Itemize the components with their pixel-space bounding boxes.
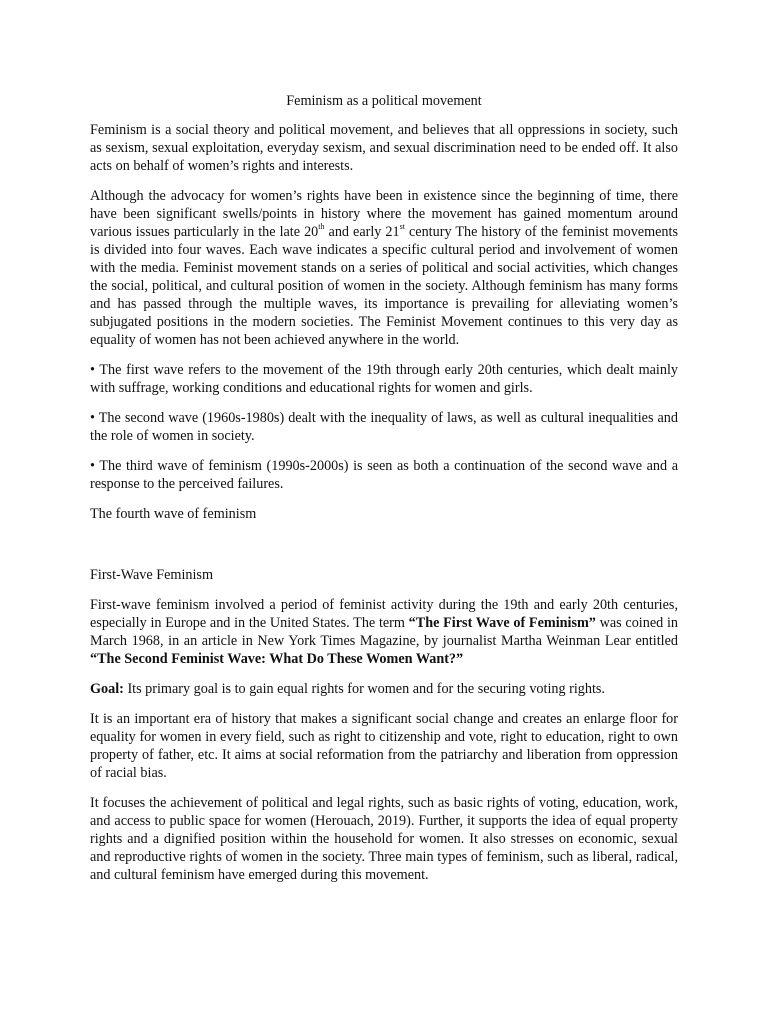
history-superscript-st: st	[399, 222, 405, 232]
wave-item-first: • The first wave refers to the movement of the 19th through early 20th centuries, which dealt mainly with suffrage, working conditions and educational rights for women and girls.	[90, 362, 678, 396]
history-text-1: Although the advocacy for women’s rights have been in existence since the beginning of time, there have been significant swells/points in history where the movement has gained momentum around various issues particularly in the late 20	[90, 188, 678, 240]
history-superscript-th: th	[318, 222, 325, 232]
section-gap	[90, 535, 678, 566]
focus-paragraph: It focuses the achievement of political and legal rights, such as basic rights of voting, education, work, and access to public space for women (Herouach, 2019). Further, it supports the idea of equal property rights and a dignified position within the household for women. It also stresses on economic, sexual and reproductive rights of women in the society. Three main types of feminism, such as liberal, radical, and cultural feminism have emerged during this movement.	[90, 795, 678, 883]
first-wave-text-1: First-wave feminism involved a period of feminist activity during the 19th and early 20th centuries, especially in Europe and in the United States. The term	[90, 597, 678, 631]
wave-item-second: • The second wave (1960s-1980s) dealt with the inequality of laws, as well as cultural inequalities and the role of women in society.	[90, 410, 678, 444]
history-text-3: century The history of the feminist movements is divided into four waves. Each wave indicates a specific cultural period and involvement of women with the media. Feminist movement stands on a series of political and social activities, which changes the social, political, and cultural position of women in the society. Although feminism has many forms and has passed through the multiple waves, its importance is prevailing for alleviating women’s subjugated positions in the modern societies. The Feminist Movement continues to this very day as equality of women has not been achieved anywhere in the world.	[90, 224, 678, 348]
goal-text: Its primary goal is to gain equal rights for women and for the securing voting rights.	[123, 681, 605, 697]
article-title-bold: “The Second Feminist Wave: What Do These Women Want?”	[90, 651, 464, 667]
first-wave-intro-paragraph	[90, 596, 678, 668]
goal-label: Goal:	[90, 681, 124, 697]
first-wave-text-2: was coined in March 1968, in an article in New York Times Magazine, by journalist Martha Weinman Lear entitled	[90, 615, 678, 649]
first-wave-heading: First-Wave Feminism	[90, 567, 213, 583]
history-text-2: and early 21	[324, 224, 400, 240]
page-title: Feminism as a political movement	[286, 93, 482, 109]
history-paragraph	[90, 187, 678, 349]
intro-paragraph: Feminism is a social theory and political movement, and believes that all oppressions in society, such as sexism, sexual exploitation, everyday sexism, and sexual discrimination need to be ended off. It also acts on behalf of women’s rights and interests.	[90, 122, 678, 174]
wave-item-third: • The third wave of feminism (1990s-2000s) is seen as both a continuation of the second wave and a response to the perceived failures.	[90, 458, 678, 492]
fourth-wave-line: The fourth wave of feminism	[90, 506, 257, 522]
goal-paragraph	[90, 680, 678, 698]
era-paragraph: It is an important era of history that makes a significant social change and creates an enlarge floor for equality for women in every field, such as right to citizenship and vote, right to education, right to own property of father, etc. It aims at social reformation from the patriarchy and liberation from oppression of racial bias.	[90, 711, 678, 781]
first-wave-term-bold: “The First Wave of Feminism”	[408, 615, 596, 631]
